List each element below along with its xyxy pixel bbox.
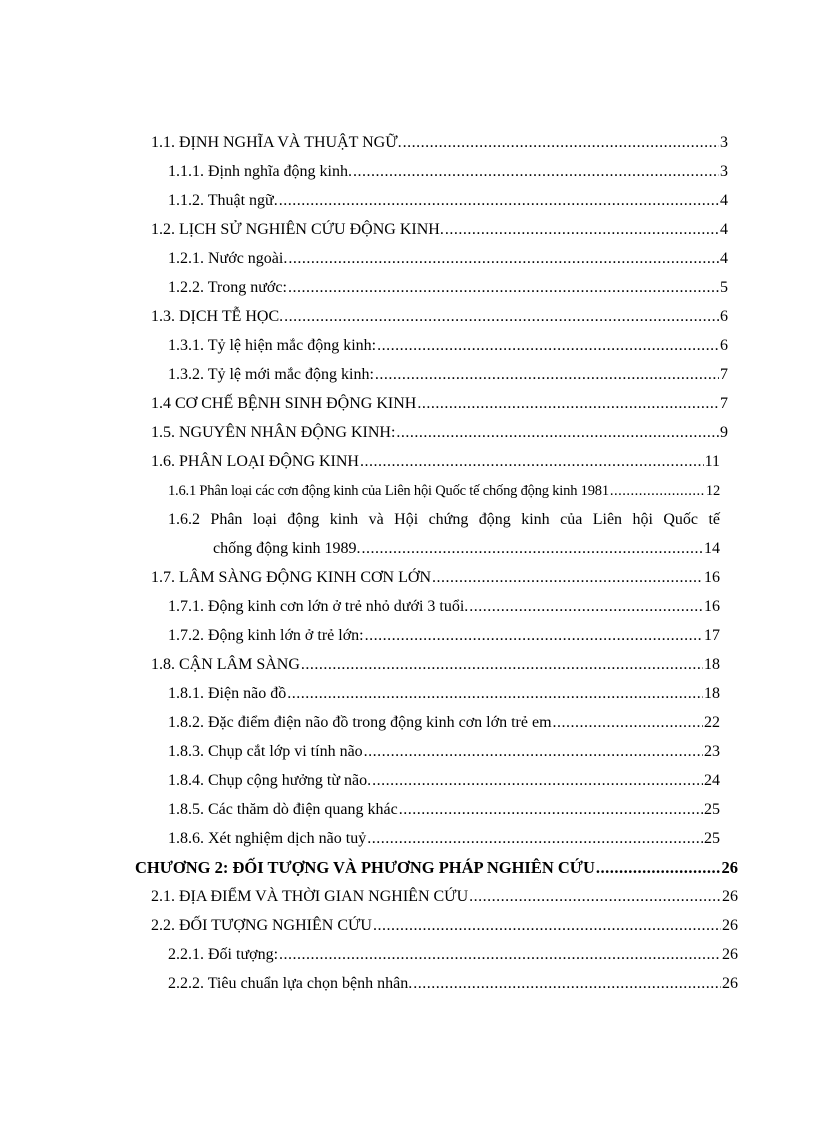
toc-entry-page: 6 <box>720 308 728 325</box>
toc-entry <box>168 684 720 704</box>
toc-entry-page: 23 <box>704 743 720 760</box>
toc-entry-title: 1.4 CƠ CHẾ BỆNH SINH ĐỘNG KINH <box>151 395 417 412</box>
toc-entry-page: 9 <box>720 424 728 441</box>
toc-entry <box>151 133 728 153</box>
toc-entry <box>168 249 728 269</box>
toc-entry <box>151 568 720 588</box>
toc-entry <box>168 191 728 211</box>
toc-leader-dots <box>432 568 703 588</box>
toc-entry <box>168 800 720 820</box>
toc-entry-title: 1.2. LỊCH SỬ NGHIÊN CỨU ĐỘNG KINH. <box>151 221 444 238</box>
toc-entry-title: 1.2.2. Trong nước: <box>168 279 287 296</box>
toc-entry-page: 25 <box>704 830 720 847</box>
toc-entry-title: 1.6.1 Phân loại các cơn động kinh của Liên hội Quốc tế chống động kinh 1981 <box>168 483 609 499</box>
toc-leader-dots <box>279 945 721 965</box>
toc-leader-dots <box>375 365 719 385</box>
toc-leader-dots <box>353 162 719 182</box>
toc-leader-dots <box>413 974 721 994</box>
toc-entry-title: 1.8.6. Xét nghiệm dịch não tuỷ <box>168 830 367 847</box>
toc-entry <box>168 365 728 385</box>
toc-leader-dots <box>396 423 719 443</box>
toc-entry-page: 7 <box>720 395 728 412</box>
toc-entry-title: 1.8.2. Đặc điểm điện não đồ trong động kinh cơn lớn trẻ em <box>168 714 552 731</box>
toc-leader-dots <box>301 655 703 675</box>
toc-entry-title: 1.3.1. Tỷ lệ hiện mắc động kinh: <box>168 337 377 354</box>
toc-leader-dots <box>596 858 721 878</box>
toc-entry-page: 3 <box>720 134 728 151</box>
toc-entry <box>151 655 720 675</box>
toc-leader-dots <box>373 916 721 936</box>
toc-leader-dots <box>469 597 703 617</box>
toc-entry <box>168 481 720 501</box>
toc-entry-title: 1.1.1. Định nghĩa động kinh. <box>168 163 352 180</box>
toc-entry <box>168 336 728 356</box>
toc-entry <box>168 278 728 298</box>
toc-entry-page: 3 <box>720 163 728 180</box>
toc-entry <box>151 307 728 327</box>
toc-entry-title: 2.2.2. Tiêu chuẩn lựa chọn bệnh nhân. <box>168 975 413 992</box>
toc-entry <box>168 162 728 182</box>
toc-entry-page: 6 <box>720 337 728 354</box>
toc-entry <box>168 974 738 994</box>
toc-entry-title: CHƯƠNG 2: ĐỐI TƯỢNG VÀ PHƯƠNG PHÁP NGHIÊN CỨU <box>135 858 595 877</box>
toc-leader-dots <box>288 278 719 298</box>
toc-entry-title: 1.1. ĐỊNH NGHĨA VÀ THUẬT NGỮ. <box>151 134 402 151</box>
toc-entry <box>151 916 738 936</box>
toc-entry <box>168 626 720 646</box>
toc-chapter-entry <box>135 858 738 878</box>
toc-entry-page: 26 <box>722 917 738 934</box>
toc-entry-page: 25 <box>704 801 720 818</box>
toc-leader-dots <box>377 336 719 356</box>
toc-entry-page: 11 <box>704 453 720 470</box>
toc-entry <box>168 713 720 733</box>
toc-entry-page: 4 <box>720 250 728 267</box>
toc-entry-title: 1.8. CẬN LÂM SÀNG <box>151 656 300 673</box>
toc-entry <box>168 742 720 762</box>
toc-entry-title: 1.7.2. Động kinh lớn ở trẻ lớn: <box>168 627 364 644</box>
toc-leader-dots <box>362 539 703 559</box>
toc-entry <box>151 887 738 907</box>
toc-entry-wrapped-first-line: 1.6.2 Phân loại động kinh và Hội chứng động kinh của Liên hội Quốc tế <box>168 511 720 528</box>
toc-entry-page: 17 <box>704 627 720 644</box>
toc-entry-title: 2.2.1. Đối tượng: <box>168 946 279 963</box>
toc-entry <box>151 394 728 414</box>
toc-entry-title: 1.5. NGUYÊN NHÂN ĐỘNG KINH: <box>151 424 396 441</box>
toc-leader-dots <box>372 771 703 791</box>
toc-leader-dots <box>360 452 704 472</box>
toc-entry-page: 14 <box>704 540 720 557</box>
toc-entry-page: 18 <box>704 656 720 673</box>
toc-leader-dots <box>365 626 703 646</box>
toc-leader-dots <box>610 481 705 501</box>
toc-entry-page: 4 <box>720 221 728 238</box>
toc-entry-title: 1.8.3. Chụp cắt lớp vi tính não <box>168 743 363 760</box>
toc-entry-title: 1.6. PHÂN LOẠI ĐỘNG KINH <box>151 453 359 470</box>
toc-leader-dots <box>364 742 703 762</box>
toc-entry <box>151 423 728 443</box>
toc-entry <box>168 829 720 849</box>
toc-entry-title: 1.2.1. Nước ngoài. <box>168 250 288 267</box>
toc-leader-dots <box>403 133 719 153</box>
toc-leader-dots <box>417 394 719 414</box>
toc-entry <box>168 597 720 617</box>
toc-entry-page: 18 <box>704 685 720 702</box>
toc-entry-page: 22 <box>704 714 720 731</box>
toc-entry-page: 4 <box>720 192 728 209</box>
toc-entry-title: chống động kinh 1989. <box>213 540 361 557</box>
toc-entry-title: 1.3. DỊCH TỄ HỌC. <box>151 308 284 325</box>
toc-entry-title: 1.8.5. Các thăm dò điện quang khác <box>168 801 398 818</box>
toc-entry-page: 26 <box>721 858 738 877</box>
toc-entry-page: 12 <box>705 483 720 499</box>
toc-entry-title: 1.8.4. Chụp cộng hưởng từ não. <box>168 772 372 789</box>
toc-leader-dots <box>399 800 703 820</box>
toc-entry-page: 16 <box>704 598 720 615</box>
toc-entry <box>151 220 728 240</box>
toc-entry <box>213 539 720 559</box>
toc-entry-title: 1.7.1. Động kinh cơn lớn ở trẻ nhỏ dưới 3 tuổi. <box>168 598 469 615</box>
toc-entry-title: 1.1.2. Thuật ngữ. <box>168 192 278 209</box>
toc-entry-page: 26 <box>722 946 738 963</box>
toc-entry-title: 1.7. LÂM SÀNG ĐỘNG KINH CƠN LỚN <box>151 569 431 586</box>
toc-leader-dots <box>284 307 719 327</box>
toc-leader-dots <box>367 829 703 849</box>
toc-leader-dots <box>469 887 721 907</box>
toc-leader-dots <box>288 249 719 269</box>
toc-leader-dots <box>553 713 703 733</box>
toc-entry <box>168 945 738 965</box>
toc-leader-dots <box>279 191 719 211</box>
toc-entry-page: 7 <box>720 366 728 383</box>
toc-entry-page: 5 <box>720 279 728 296</box>
toc-entry-title: 2.2. ĐỐI TƯỢNG NGHIÊN CỨU <box>151 917 372 934</box>
toc-entry <box>151 452 720 472</box>
toc-leader-dots <box>445 220 719 240</box>
toc-entry <box>168 771 720 791</box>
toc-leader-dots <box>287 684 703 704</box>
toc-entry-page: 24 <box>704 772 720 789</box>
toc-entry-title: 2.1. ĐỊA ĐIỂM VÀ THỜI GIAN NGHIÊN CỨU <box>151 888 469 905</box>
toc-entry-title: 1.8.1. Điện não đồ <box>168 685 287 702</box>
toc-entry-title: 1.3.2. Tỷ lệ mới mắc động kinh: <box>168 366 374 383</box>
toc-entry-page: 26 <box>722 975 738 992</box>
toc-entry-page: 16 <box>704 569 720 586</box>
toc-entry-page: 26 <box>722 888 738 905</box>
